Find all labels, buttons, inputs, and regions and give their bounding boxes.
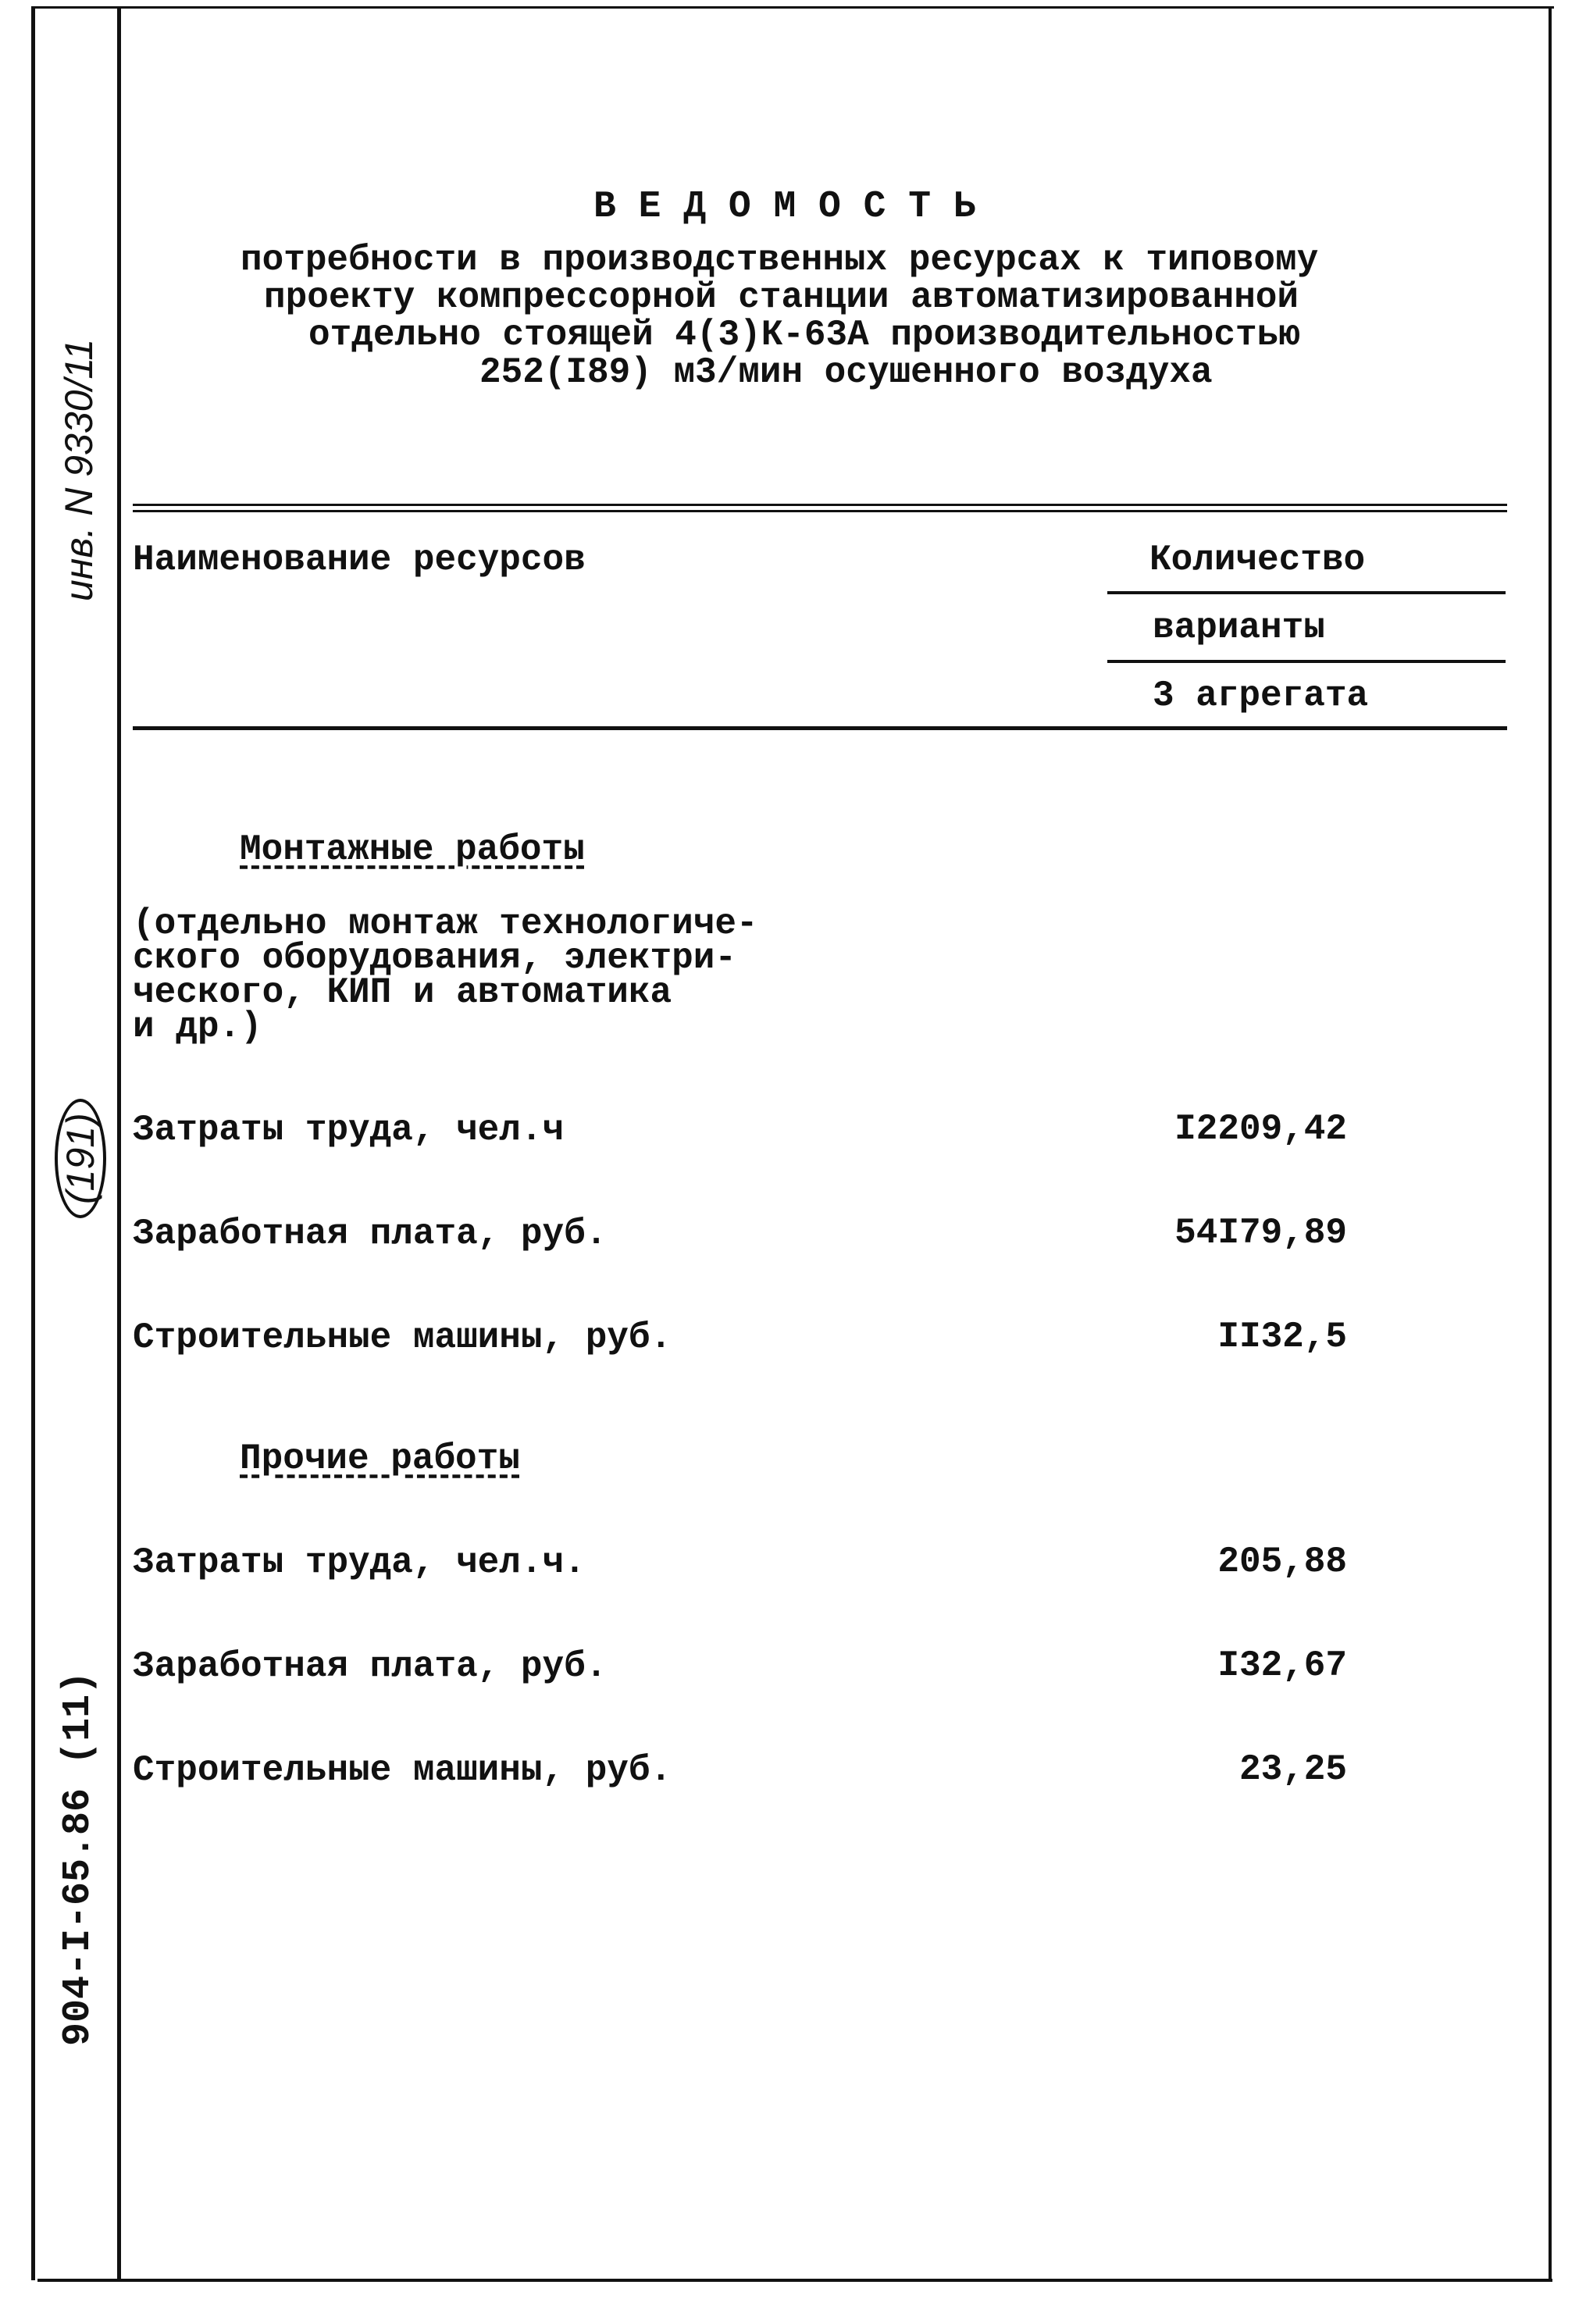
row-value: I2209,42 xyxy=(1174,1109,1347,1150)
section-note: (отдельно монтаж технологиче- xyxy=(133,904,758,944)
variant-label: 3 агрегата xyxy=(1153,675,1369,716)
column-header-quantity: Количество xyxy=(1149,540,1366,580)
subtitle-line: 252(I89) м3/мин осушенного воздуха xyxy=(479,352,1213,393)
section-title: Монтажные работы xyxy=(240,829,585,870)
frame-bottom xyxy=(37,2279,1552,2282)
section-title: Прочие работы xyxy=(240,1438,520,1479)
frame-left xyxy=(31,8,35,2280)
column-header-name: Наименование ресурсов xyxy=(133,540,586,580)
row-name: Затраты труда, чел.ч. xyxy=(133,1542,586,1583)
row-value: 205,88 xyxy=(1217,1542,1347,1582)
row-name: Строительные машины, руб. xyxy=(133,1750,672,1791)
document-title: В Е Д О М О С Т Ь xyxy=(593,186,976,228)
header-double-line xyxy=(133,504,1507,506)
section-note: ческого, КИП и автоматика xyxy=(133,972,672,1013)
section-note: и др.) xyxy=(133,1007,262,1047)
row-value: 54I79,89 xyxy=(1174,1213,1347,1253)
header-bottom-line xyxy=(133,726,1507,730)
divider xyxy=(1107,591,1506,594)
row-name: Затраты труда, чел.ч xyxy=(133,1110,565,1150)
variants-label: варианты xyxy=(1153,608,1325,648)
divider xyxy=(1107,660,1506,663)
section-note: ского оборудования, электри- xyxy=(133,938,736,978)
subtitle-line: проекту компрессорной станции автоматизированной xyxy=(264,277,1299,318)
page-mark: (191) xyxy=(55,1099,106,1218)
row-name: Заработная плата, руб. xyxy=(133,1214,608,1254)
frame-top xyxy=(31,6,1554,9)
subtitle-line: отдельно стоящей 4(3)К-63А производительностью xyxy=(308,315,1300,355)
row-name: Строительные машины, руб. xyxy=(133,1317,672,1358)
row-value: II32,5 xyxy=(1217,1317,1347,1357)
doc-code: 904-I-65.86 (11) xyxy=(56,1670,101,2046)
row-value: I32,67 xyxy=(1217,1645,1347,1686)
row-value: 23,25 xyxy=(1239,1749,1347,1790)
row-name: Заработная плата, руб. xyxy=(133,1646,608,1687)
subtitle-line: потребности в производственных ресурсах к типовому xyxy=(241,240,1319,280)
frame-right xyxy=(1549,8,1552,2282)
inventory-number: инв. N 9330/11 xyxy=(57,338,101,601)
header-double-line xyxy=(133,510,1507,512)
frame-inner-left xyxy=(117,8,121,2280)
